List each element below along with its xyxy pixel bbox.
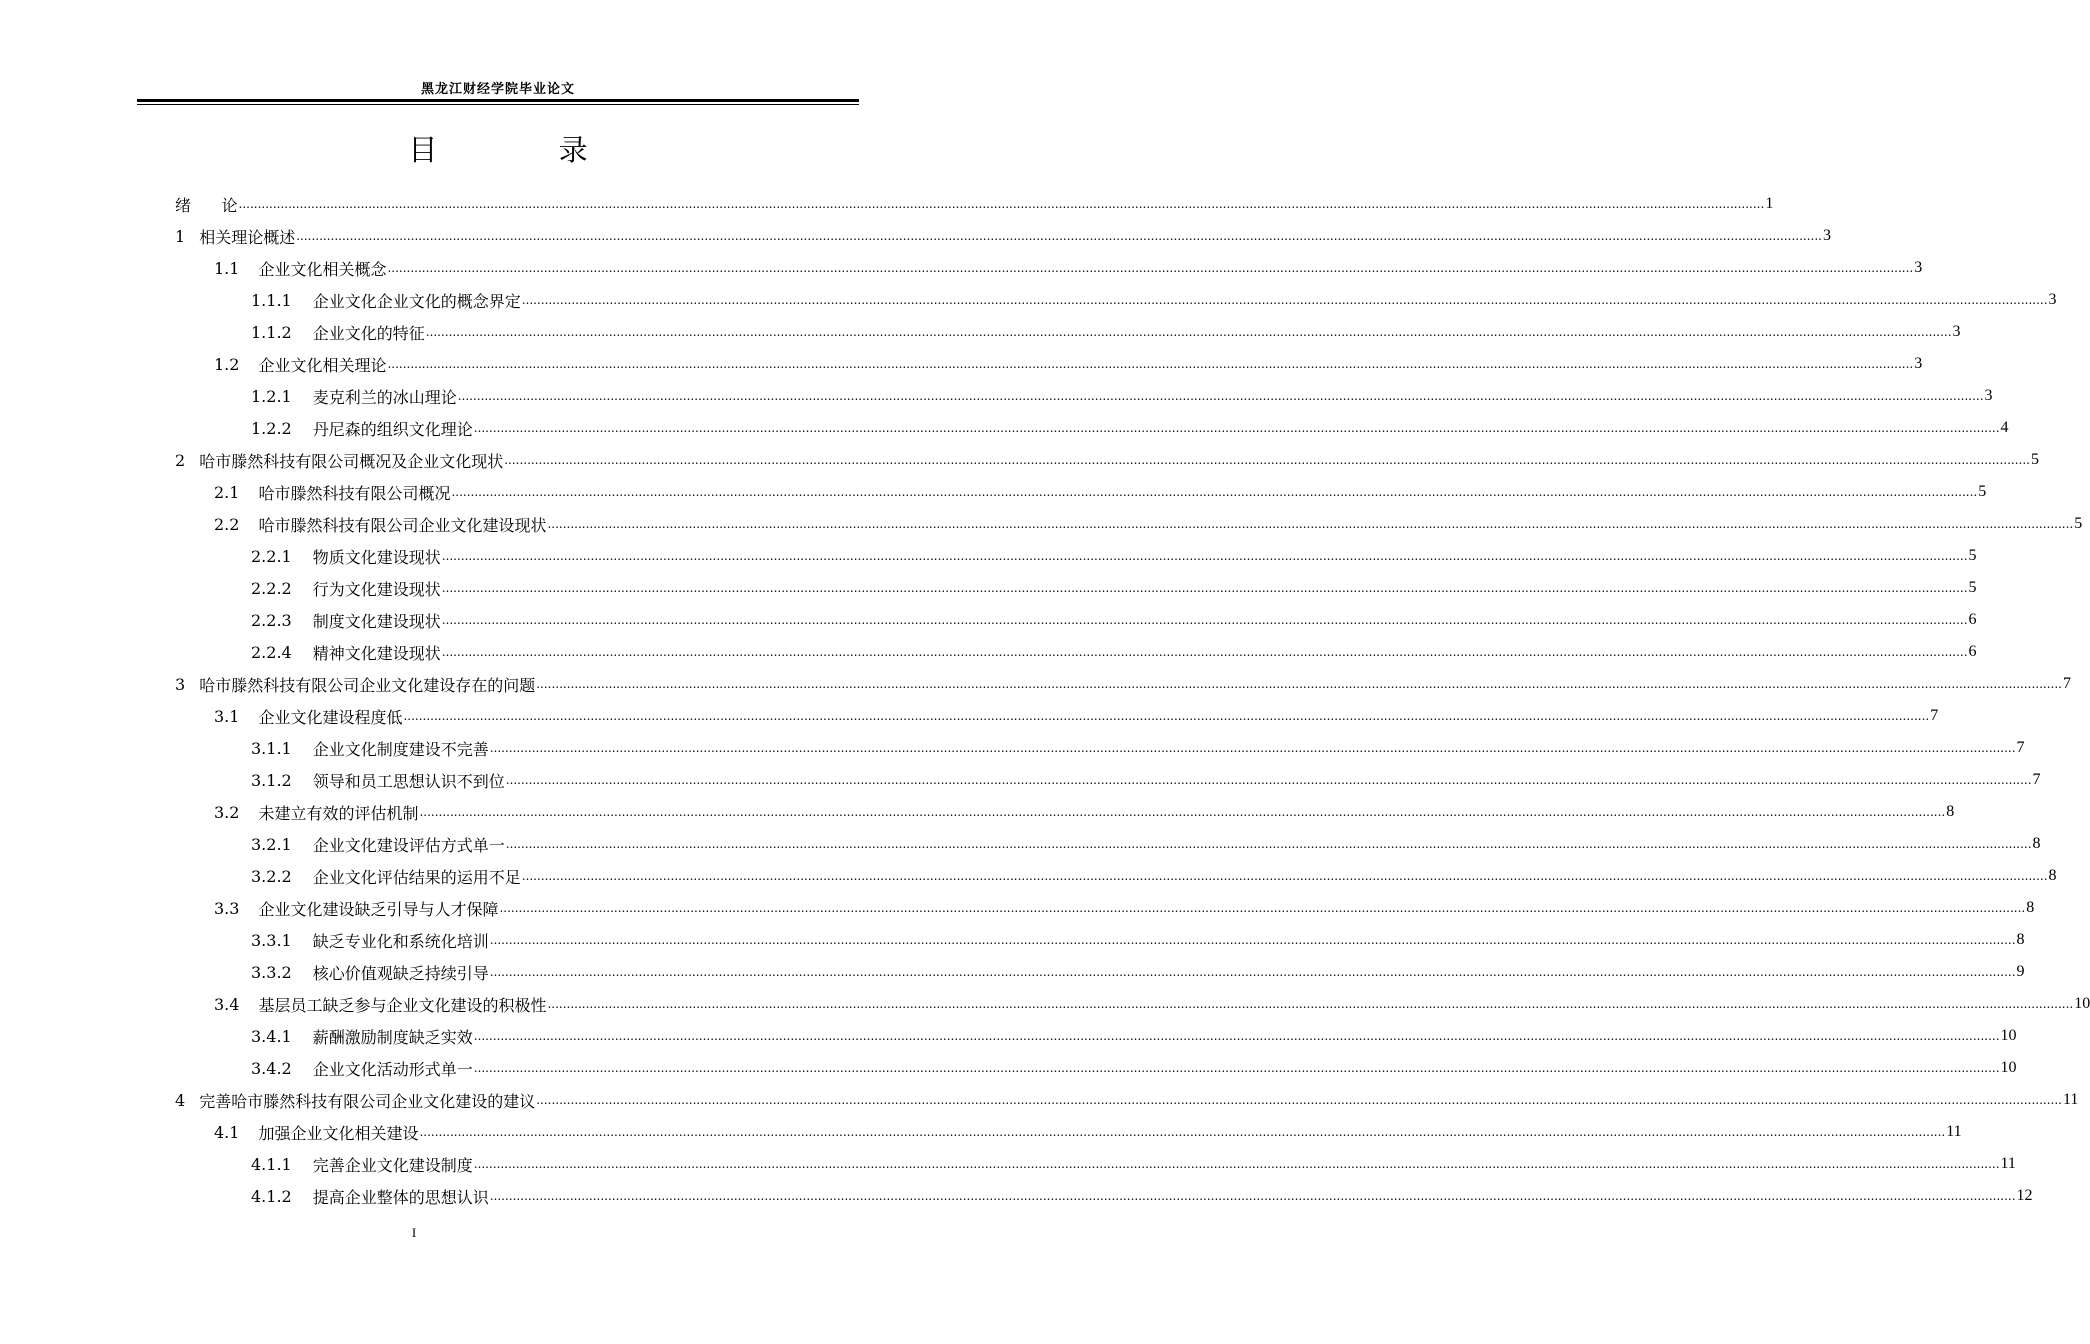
toc-entry-page: 5 (1968, 547, 1977, 564)
toc-entry-number: 2 (175, 450, 186, 470)
toc-entry-title: 核心价值观缺乏持续引导 (312, 963, 489, 983)
toc-entry-page: 9 (2016, 963, 2025, 980)
toc-entry[interactable] (0, 380, 1993, 412)
toc-entry-title: 企业文化建设评估方式单一 (312, 835, 505, 855)
toc-dot-leader: ................................................................................................................................................................................................................................................................................................................................................................................................................ (499, 901, 2026, 915)
toc-entry-page: 3 (1952, 323, 1961, 340)
toc-entry[interactable] (0, 1020, 2017, 1052)
toc-entry-page: 6 (1968, 643, 1977, 660)
toc-entry-title: 制度文化建设现状 (312, 611, 441, 631)
toc-entry-number: 1.1.2 (251, 322, 292, 342)
toc-dot-leader: ................................................................................................................................................................................................................................................................................................................................................................................................................ (441, 581, 1968, 595)
toc-entry-page: 7 (2016, 739, 2025, 756)
toc-entry-number: 1 (175, 226, 186, 246)
toc-dot-leader: ................................................................................................................................................................................................................................................................................................................................................................................................................ (387, 357, 1914, 371)
toc-dot-leader: ................................................................................................................................................................................................................................................................................................................................................................................................................ (489, 1189, 2016, 1203)
toc-dot-leader: ................................................................................................................................................................................................................................................................................................................................................................................................................ (521, 293, 2048, 307)
toc-entry[interactable] (0, 1116, 1962, 1148)
toc-entry-page: 10 (2074, 995, 2090, 1012)
toc-entry-title: 缺乏专业化和系统化培训 (312, 931, 489, 951)
toc-entry[interactable] (0, 1084, 2079, 1116)
toc-entry[interactable] (0, 956, 2025, 988)
toc-dot-leader: ................................................................................................................................................................................................................................................................................................................................................................................................................ (505, 837, 2032, 851)
toc-dot-leader: ................................................................................................................................................................................................................................................................................................................................................................................................................ (425, 325, 1952, 339)
toc-entry-page: 7 (2032, 771, 2041, 788)
toc-entry[interactable] (0, 252, 1923, 284)
toc-entry-page: 8 (2048, 867, 2057, 884)
toc-entry-page: 10 (2000, 1027, 2017, 1044)
toc-entry-title: 企业文化制度建设不完善 (312, 739, 489, 759)
header-rule-thin (137, 104, 859, 105)
toc-entry-page: 8 (2026, 899, 2035, 916)
toc-entry-title: 哈市滕然科技有限公司概况 (258, 483, 451, 503)
toc-dot-leader: ................................................................................................................................................................................................................................................................................................................................................................................................................ (473, 1157, 2000, 1171)
toc-entry-page: 8 (2032, 835, 2041, 852)
toc-entry-title: 哈市滕然科技有限公司概况及企业文化现状 (199, 451, 504, 471)
toc-entry-title: 相关理论概述 (199, 227, 296, 247)
toc-entry-title: 企业文化相关概念 (258, 259, 387, 279)
toc-dot-leader: ................................................................................................................................................................................................................................................................................................................................................................................................................ (473, 421, 2000, 435)
toc-dot-leader: ................................................................................................................................................................................................................................................................................................................................................................................................................ (536, 1093, 2062, 1107)
toc-entry-title: 哈市滕然科技有限公司企业文化建设现状 (258, 515, 547, 535)
toc-entry-page: 7 (1930, 707, 1939, 724)
toc-entry-number: 3.2 (214, 802, 240, 822)
toc-entry-page: 3 (2048, 291, 2057, 308)
toc-entry-title: 完善哈市滕然科技有限公司企业文化建设的建议 (199, 1091, 536, 1111)
toc-entry-number: 1.2.1 (251, 386, 292, 406)
toc-dot-leader: ................................................................................................................................................................................................................................................................................................................................................................................................................ (387, 261, 1914, 275)
toc-entry[interactable] (0, 284, 2057, 316)
toc-entry-page: 6 (1968, 611, 1977, 628)
toc-title: 目 录 (408, 133, 644, 167)
toc-entry[interactable] (0, 188, 1774, 220)
toc-entry-number: 3.4.1 (251, 1026, 292, 1046)
toc-entry-number: 4.1.1 (251, 1154, 292, 1174)
toc-entry-page: 11 (1946, 1123, 1962, 1140)
toc-entry[interactable] (0, 668, 2071, 700)
toc-entry-title: 领导和员工思想认识不到位 (312, 771, 505, 791)
toc-entry-title: 企业文化企业文化的概念界定 (312, 291, 521, 311)
toc-entry-page: 11 (2062, 1091, 2079, 1108)
toc-entry-title: 精神文化建设现状 (312, 643, 441, 663)
toc-entry-number: 2.2.1 (251, 546, 292, 566)
toc-entry[interactable] (0, 572, 1977, 604)
toc-entry-page: 5 (2074, 515, 2083, 532)
toc-entry[interactable] (0, 444, 2039, 476)
toc-entry[interactable] (0, 508, 2083, 540)
toc-entry-page: 11 (2000, 1155, 2016, 1172)
toc-entry-number: 3.1.2 (251, 770, 292, 790)
toc-entry-number: 4 (175, 1090, 186, 1110)
toc-dot-leader: ................................................................................................................................................................................................................................................................................................................................................................................................................ (489, 933, 2016, 947)
toc-entry-page: 3 (1914, 259, 1923, 276)
toc-entry-page: 3 (1822, 227, 1831, 244)
toc-entry[interactable] (0, 796, 1955, 828)
toc-entry-page: 5 (1978, 483, 1987, 500)
toc-entry[interactable] (0, 1180, 2033, 1212)
toc-dot-leader: ................................................................................................................................................................................................................................................................................................................................................................................................................ (505, 773, 2032, 787)
toc-entry[interactable] (0, 924, 2025, 956)
toc-entry-number: 1.2 (214, 354, 240, 374)
toc-entry[interactable] (0, 348, 1923, 380)
toc-entry-page: 8 (1946, 803, 1955, 820)
toc-dot-leader: ................................................................................................................................................................................................................................................................................................................................................................................................................ (473, 1061, 2000, 1075)
toc-entry-number: 1.1.1 (251, 290, 292, 310)
toc-entry-page: 3 (1914, 355, 1923, 372)
toc-entry[interactable] (0, 700, 1939, 732)
toc-entry[interactable] (0, 636, 1977, 668)
toc-entry[interactable] (0, 476, 1987, 508)
toc-dot-leader: ................................................................................................................................................................................................................................................................................................................................................................................................................ (536, 677, 2062, 691)
toc-entry-number: 3.3.2 (251, 962, 292, 982)
toc-entry-title: 加强企业文化相关建设 (258, 1123, 419, 1143)
page-number: I (411, 1225, 417, 1240)
toc-entry-title: 企业文化建设缺乏引导与人才保障 (258, 899, 499, 919)
toc-entry[interactable] (0, 540, 1977, 572)
toc-entry-number: 2.2.3 (251, 610, 292, 630)
toc-dot-leader: ................................................................................................................................................................................................................................................................................................................................................................................................................ (441, 549, 1968, 563)
toc-dot-leader: ................................................................................................................................................................................................................................................................................................................................................................................................................ (296, 229, 1822, 243)
toc-dot-leader: ................................................................................................................................................................................................................................................................................................................................................................................................................ (504, 453, 2030, 467)
toc-entry[interactable] (0, 860, 2057, 892)
toc-entry-title: 行为文化建设现状 (312, 579, 441, 599)
toc-dot-leader: ................................................................................................................................................................................................................................................................................................................................................................................................................ (489, 965, 2016, 979)
toc-entry-page: 10 (2000, 1059, 2017, 1076)
toc-entry-title: 企业文化活动形式单一 (312, 1059, 473, 1079)
toc-entry-number: 3.3 (214, 898, 240, 918)
toc-entry-number: 绪 论 (175, 195, 238, 215)
toc-entry[interactable] (0, 412, 2009, 444)
toc-entry-number: 3.1 (214, 706, 240, 726)
toc-entry-title: 物质文化建设现状 (312, 547, 441, 567)
toc-dot-leader: ................................................................................................................................................................................................................................................................................................................................................................................................................ (489, 741, 2016, 755)
toc-entry[interactable] (0, 892, 2035, 924)
toc-entry-title: 丹尼森的组织文化理论 (312, 419, 473, 439)
toc-entry-number: 3.4.2 (251, 1058, 292, 1078)
toc-entry[interactable] (0, 828, 2041, 860)
toc-dot-leader: ................................................................................................................................................................................................................................................................................................................................................................................................................ (451, 485, 1978, 499)
toc-entry-title: 提高企业整体的思想认识 (312, 1187, 489, 1207)
toc-dot-leader: ................................................................................................................................................................................................................................................................................................................................................................................................................ (473, 1029, 2000, 1043)
toc-entry-number: 3.2.2 (251, 866, 292, 886)
toc-entry-number: 1.2.2 (251, 418, 292, 438)
toc-dot-leader: ................................................................................................................................................................................................................................................................................................................................................................................................................ (521, 869, 2048, 883)
toc-entry-title: 企业文化的特征 (312, 323, 425, 343)
toc-entry-title: 哈市滕然科技有限公司企业文化建设存在的问题 (199, 675, 536, 695)
toc-entry-title: 企业文化相关理论 (258, 355, 387, 375)
toc-entry[interactable] (0, 1148, 2016, 1180)
toc-dot-leader: ................................................................................................................................................................................................................................................................................................................................................................................................................ (547, 517, 2074, 531)
toc-entry[interactable] (0, 764, 2041, 796)
toc-entry-page: 8 (2016, 931, 2025, 948)
toc-entry-number: 3.4 (214, 994, 240, 1014)
toc-entry-title: 企业文化评估结果的运用不足 (312, 867, 521, 887)
toc-entry[interactable] (0, 732, 2025, 764)
toc-entry-number: 2.2.2 (251, 578, 292, 598)
toc-entry-title: 基层员工缺乏参与企业文化建设的积极性 (258, 995, 547, 1015)
toc-entry-title: 完善企业文化建设制度 (312, 1155, 473, 1175)
toc-entry[interactable] (0, 220, 1831, 252)
toc-dot-leader: ................................................................................................................................................................................................................................................................................................................................................................................................................ (238, 197, 1765, 211)
toc-entry[interactable] (0, 604, 1977, 636)
toc-entry-title: 企业文化建设程度低 (258, 707, 403, 727)
toc-entry[interactable] (0, 1052, 2017, 1084)
toc-dot-leader: ................................................................................................................................................................................................................................................................................................................................................................................................................ (419, 1125, 1946, 1139)
toc-entry-page: 12 (2016, 1187, 2033, 1204)
table-of-contents (0, 188, 2090, 1212)
toc-dot-leader: ................................................................................................................................................................................................................................................................................................................................................................................................................ (457, 389, 1984, 403)
toc-entry-number: 2.2 (214, 514, 240, 534)
toc-entry[interactable] (0, 988, 2090, 1020)
toc-entry-number: 2.2.4 (251, 642, 292, 662)
toc-dot-leader: ................................................................................................................................................................................................................................................................................................................................................................................................................ (441, 613, 1968, 627)
toc-dot-leader: ................................................................................................................................................................................................................................................................................................................................................................................................................ (547, 997, 2074, 1011)
toc-dot-leader: ................................................................................................................................................................................................................................................................................................................................................................................................................ (403, 709, 1930, 723)
toc-entry-number: 4.1.2 (251, 1186, 292, 1206)
toc-dot-leader: ................................................................................................................................................................................................................................................................................................................................................................................................................ (419, 805, 1946, 819)
toc-entry-number: 2.1 (214, 482, 240, 502)
toc-entry-page: 1 (1765, 195, 1774, 212)
toc-entry-number: 4.1 (214, 1122, 240, 1142)
toc-dot-leader: ................................................................................................................................................................................................................................................................................................................................................................................................................ (441, 645, 1968, 659)
toc-entry-number: 3.1.1 (251, 738, 292, 758)
toc-entry-title: 麦克利兰的冰山理论 (312, 387, 457, 407)
toc-entry[interactable] (0, 316, 1961, 348)
toc-entry-page: 3 (1984, 387, 1993, 404)
page-header-title: 黑龙江财经学院毕业论文 (420, 82, 575, 97)
toc-entry-title: 薪酬激励制度缺乏实效 (312, 1027, 473, 1047)
toc-entry-title: 未建立有效的评估机制 (258, 803, 419, 823)
toc-entry-page: 5 (2030, 451, 2039, 468)
toc-entry-number: 1.1 (214, 258, 240, 278)
toc-entry-number: 3.3.1 (251, 930, 292, 950)
header-rule-thick (137, 99, 859, 102)
toc-entry-number: 3.2.1 (251, 834, 292, 854)
toc-entry-page: 4 (2000, 419, 2009, 436)
toc-entry-number: 3 (175, 674, 186, 694)
toc-entry-page: 7 (2062, 675, 2071, 692)
toc-entry-page: 5 (1968, 579, 1977, 596)
